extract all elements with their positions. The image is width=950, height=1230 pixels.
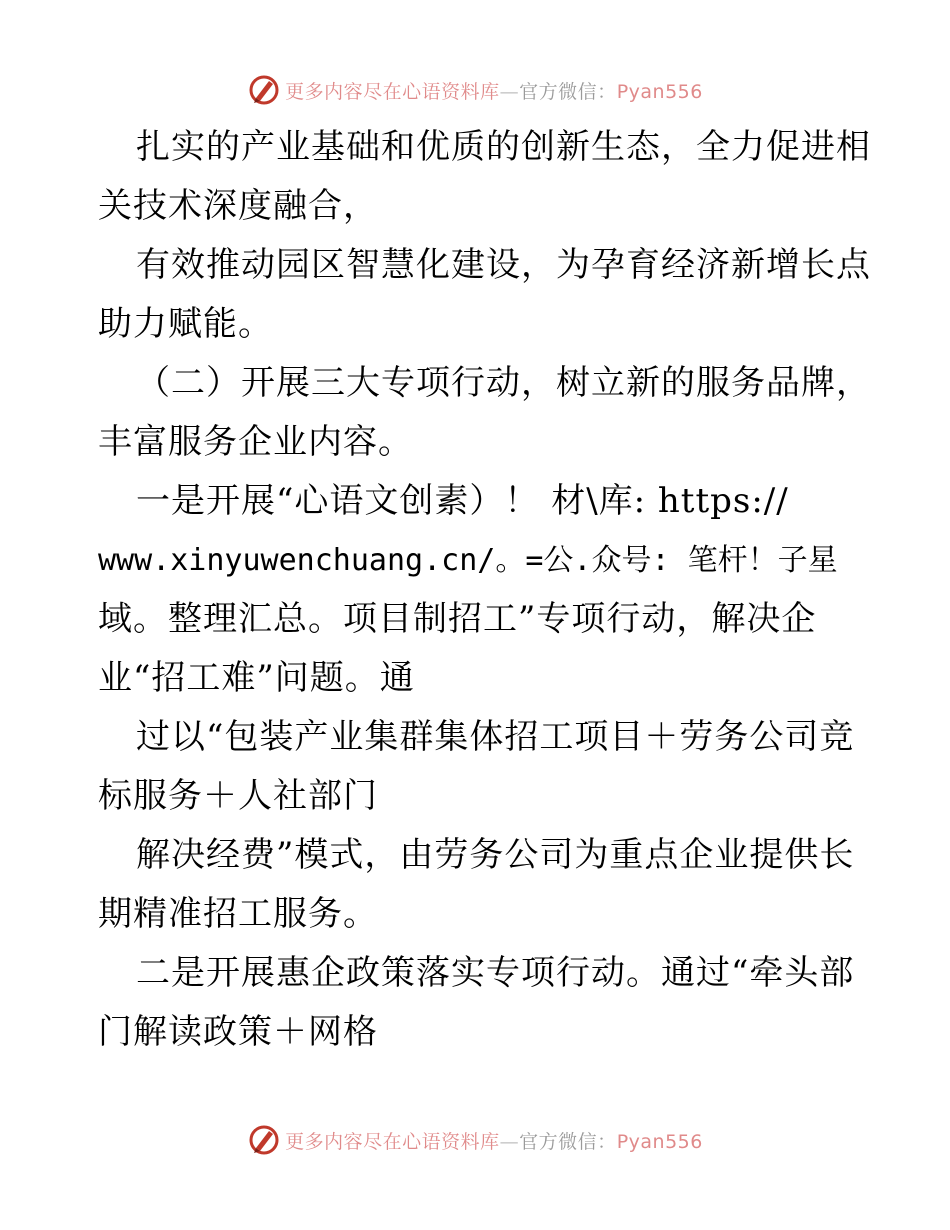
body-line: 关技术深度融合， (98, 186, 378, 226)
body-line: 助力赋能。 (98, 304, 273, 344)
section-heading: （二）开展三大专项行动，树立新的服务品牌， (136, 363, 871, 403)
body-line: 一是开展“心语文创素）！ 材\库: https:// (136, 481, 789, 521)
document-body (98, 118, 871, 1062)
body-line: 解决经费”模式，由劳务公司为重点企业提供长 (136, 835, 855, 875)
body-line: 过以“包装产业集群集体招工项目＋劳务公司竞 (136, 717, 855, 757)
header-watermark-handle: Pyan556 (616, 80, 703, 103)
body-line: 门解读政策＋网格 (98, 1012, 378, 1052)
body-line: 有效推动园区智慧化建设，为孕育经济新增长点 (136, 245, 871, 285)
header-watermark-inner (247, 73, 703, 107)
body-line: 域。整理汇总。项目制招工”专项行动，解决企 (98, 599, 817, 639)
body-line: 业“招工难”问题。通 (98, 658, 415, 698)
header-watermark-dash: — (499, 80, 520, 103)
footer-watermark-main: 更多内容尽在心语资料库 (285, 1130, 500, 1153)
header-watermark-official: 官方微信： (519, 80, 617, 103)
body-line-url: www.xinyuwenchuang.cn/。=公.众号: 笔杆！子星 (98, 543, 838, 578)
footer-watermark-text (285, 1127, 703, 1154)
footer-watermark (0, 1120, 950, 1160)
footer-watermark-handle: Pyan556 (616, 1130, 703, 1153)
footer-watermark-official: 官方微信： (519, 1130, 617, 1153)
header-watermark-text (285, 77, 703, 104)
pen-logo-icon (247, 73, 281, 107)
body-line: 标服务＋人社部门 (98, 776, 378, 816)
header-watermark-main: 更多内容尽在心语资料库 (285, 80, 500, 103)
header-watermark (0, 70, 950, 110)
body-line: 丰富服务企业内容。 (98, 422, 413, 462)
body-line: 期精准招工服务。 (98, 894, 378, 934)
body-line: 二是开展惠企政策落实专项行动。通过“牵头部 (136, 953, 855, 993)
footer-watermark-dash: — (499, 1130, 520, 1153)
footer-watermark-inner (247, 1123, 703, 1157)
pen-logo-icon (247, 1123, 281, 1157)
body-line: 扎实的产业基础和优质的创新生态，全力促进相 (136, 127, 871, 167)
